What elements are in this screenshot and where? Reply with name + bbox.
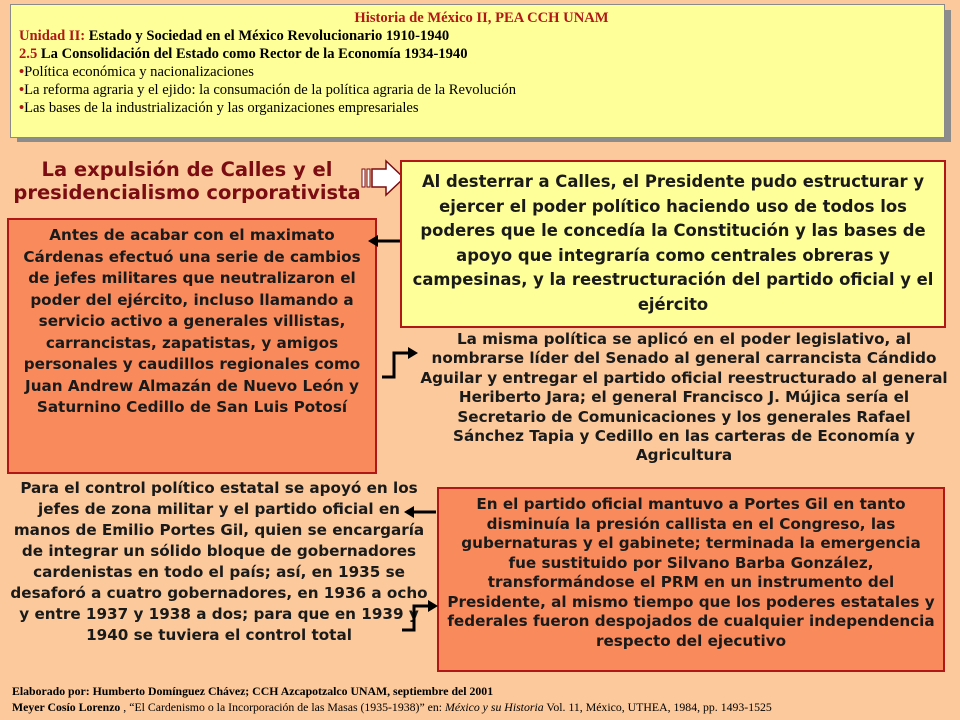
- ref-book: México y su Historia: [445, 700, 544, 714]
- unit-text: Estado y Sociedad en el México Revolucionario 1910-1940: [85, 28, 450, 44]
- topic-bullet: [19, 99, 944, 117]
- bullet-mark: •: [19, 82, 25, 98]
- party-control-box: En el partido oficial mantuvo a Portes Gil en tanto disminuía la presión callista en el Congreso, las gubernaturas y el gabinete; terminada la emergencia fue sustituido por Silvano Barba González, transformándose el PRM en un instrumento del Presidente, al mismo tiempo que los poderes estatales y federales fueron despojados de cualquier independencia respecto del ejecutivo: [437, 487, 945, 672]
- section-line: [19, 45, 944, 63]
- ref-sep: ,: [120, 700, 130, 714]
- ref-title: “El Cardenismo o la Incorporación de las Masas (1935-1938)” en:: [129, 700, 446, 714]
- topic-bullet: [19, 81, 944, 99]
- military-changes-box: Antes de acabar con el maximato Cárdenas efectuó una serie de cambios de jefes militares que neutralizaron el poder del ejército, incluso llamando a servicio activo a generales villistas, carrancistas, zapatistas, y amigos personales y caudillos regionales como Juan Andrew Almazán de Nuevo León y Saturnino Cedillo de San Luis Potosí: [7, 218, 377, 474]
- course-title: Historia de México II, PEA CCH UNAM: [354, 10, 609, 26]
- bullet-mark: •: [19, 100, 25, 116]
- header-box: [10, 4, 945, 138]
- footer: [12, 683, 952, 715]
- ref-rest: Vol. 11, México, UTHEA, 1984, pp. 1493-1525: [543, 700, 772, 714]
- bullet-mark: •: [19, 64, 25, 80]
- page-title: [4, 158, 370, 204]
- state-control-text: Para el control político estatal se apoyó en los jefes de zona militar y el partido oficial en manos de Emilio Portes Gil, quien se encargaría de integrar un sólido bloque de gobernadores cardenistas en todo el país; así, en 1935 se desaforó a cuatro gobernadores, en 1936 a ocho y entre 1937 y 1938 a dos; para que en 1939 y 1940 se tuviera el control total: [10, 479, 428, 644]
- left-arrow-icon: [366, 232, 402, 250]
- bullet-text: La reforma agraria y el ejido: la consumación de la política agraria de la Revolución: [24, 82, 517, 98]
- left-arrow-icon: [402, 503, 438, 521]
- footer-reference: [12, 699, 952, 715]
- legislative-text: La misma política se aplicó en el poder legislativo, al nombrarse líder del Senado al general carrancista Cándido Aguilar y entregar el partido oficial reestructurado al general Heriberto Jara; el general Francisco J. Mújica sería el Secretario de Comunicaciones y los generales Rafael Sánchez Tapia y Cedillo en las carteras de Economía y Agricultura: [420, 330, 948, 465]
- bullet-text: Las bases de la industrialización y las organizaciones empresariales: [24, 100, 419, 116]
- page-title-line2: presidencialismo corporativista: [13, 181, 361, 204]
- unit-label: Unidad II:: [19, 28, 86, 44]
- unit-line: [19, 27, 944, 45]
- topic-bullet: [19, 63, 944, 81]
- section-label: 2.5: [19, 46, 38, 62]
- page-title-line1: La expulsión de Calles y el: [41, 158, 333, 181]
- footer-credit: Elaborado por: Humberto Domínguez Chávez; CCH Azcapotzalco UNAM, septiembre del 2001: [12, 684, 494, 698]
- bullet-text: Política económica y nacionalizaciones: [24, 64, 254, 80]
- section-text: La Consolidación del Estado como Rector de la Economía 1934-1940: [37, 46, 468, 62]
- calles-exile-box: Al desterrar a Calles, el Presidente pudo estructurar y ejercer el poder político haciendo uso de todos los poderes que le concedía la Constitución y las bases de apoyo que integraría como centrales obreras y campesinas, y la reestructuración del partido oficial y el ejército: [400, 160, 946, 328]
- elbow-arrow-icon: [400, 598, 440, 634]
- elbow-arrow-icon: [380, 345, 420, 381]
- ref-author: Meyer Cosío Lorenzo: [12, 700, 121, 714]
